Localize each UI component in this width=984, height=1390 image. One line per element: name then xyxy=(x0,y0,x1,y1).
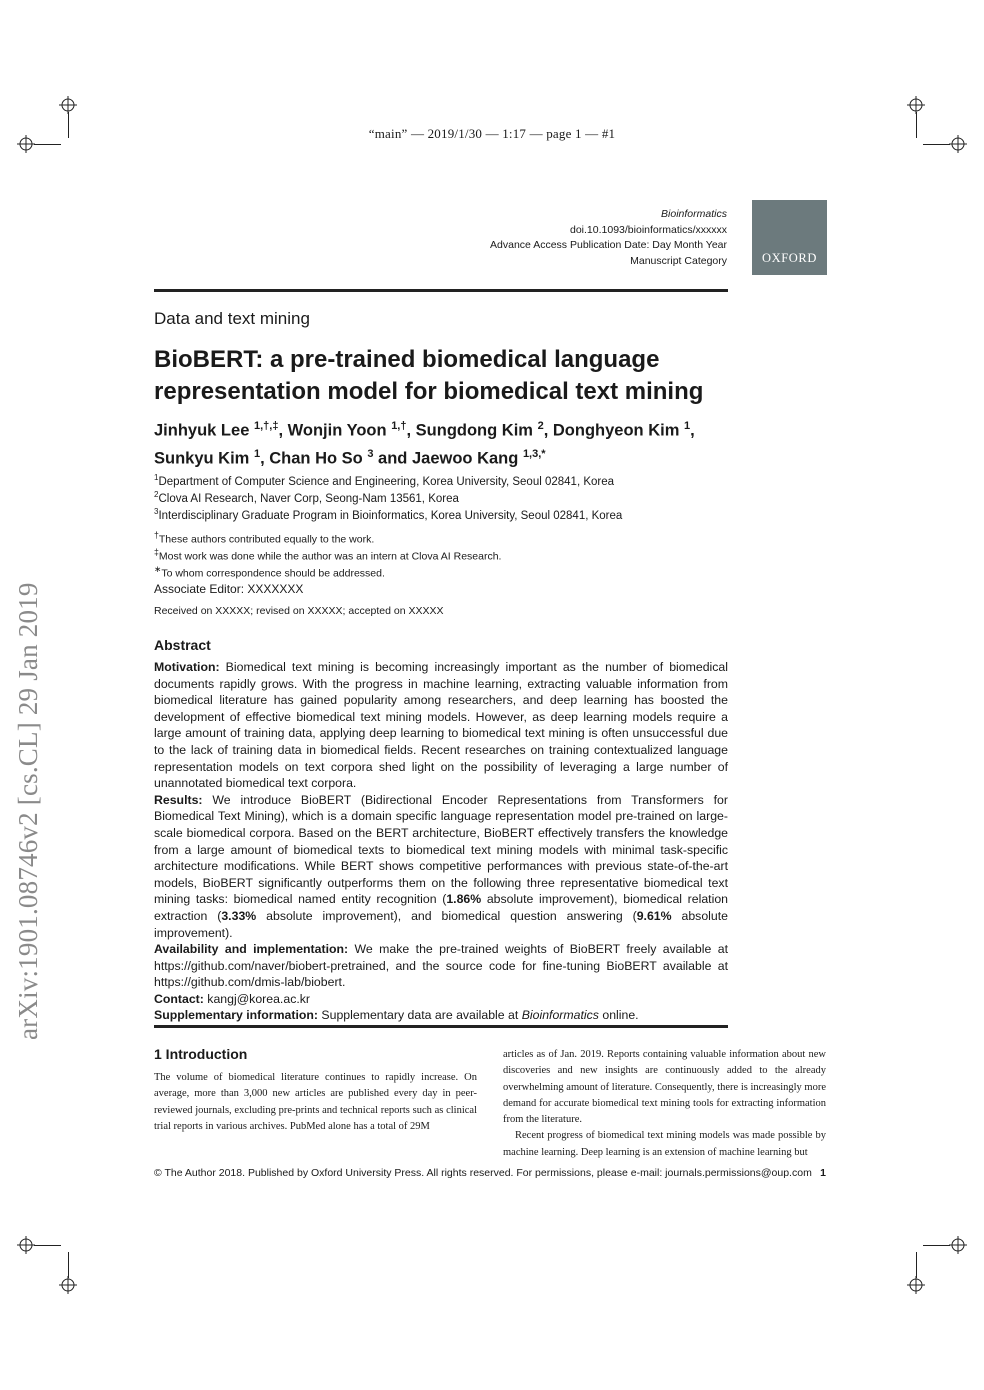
author: Chan Ho So xyxy=(269,449,363,467)
footnote xyxy=(154,564,385,580)
footnote-symbol: † xyxy=(154,530,159,540)
access-date: Advance Access Publication Date: Day Month Year xyxy=(490,239,727,251)
abstract-availability xyxy=(154,941,728,991)
paper-title: BioBERT: a pre-trained biomedical language representation model for biomedical text mining xyxy=(154,346,704,405)
author-sup: 2 xyxy=(537,420,544,432)
running-header: “main” — 2019/1/30 — 1:17 — page 1 — #1 xyxy=(368,126,616,141)
author: Sungdong Kim xyxy=(415,421,533,440)
results-label: Results: xyxy=(154,792,203,807)
author: Jaewoo Kang xyxy=(411,449,519,467)
footnote-symbol: ‡ xyxy=(154,547,159,557)
abstract-rule xyxy=(154,1025,728,1028)
abstract-body xyxy=(154,659,728,1024)
footnote-text: These authors contributed equally to the work. xyxy=(158,533,375,546)
top-rule xyxy=(154,289,728,292)
contact-email[interactable]: kangj@korea.ac.kr xyxy=(207,991,311,1006)
journal-name: Bioinformatics xyxy=(661,208,727,220)
affiliation-sup: 1 xyxy=(154,473,159,482)
results-value: 1.86% xyxy=(446,892,482,907)
abstract-supplementary xyxy=(154,1007,728,1024)
supplementary-text: online. xyxy=(598,1008,639,1023)
affiliation xyxy=(154,488,459,506)
footnote-text: To whom correspondence should be addressed. xyxy=(161,567,385,580)
affiliation-sup: 2 xyxy=(154,490,159,499)
author-sup: 1 xyxy=(253,447,261,460)
author-list: Jinhyuk Lee $^{1,\dagger,\ddagger}$, Wonjin Yoon $^{1,\dagger}$, Sungdong Kim $^2$, Donghyeon Kim $^1$, Sunkyu Kim $^1$, Chan Ho So $^3$ and Jaewoo Kang $^{1,3,*}$ xyxy=(154,420,695,467)
abstract-heading: Abstract xyxy=(154,637,211,653)
author: Jinhyuk Lee xyxy=(154,421,250,440)
supplementary-journal: Bioinformatics xyxy=(521,1008,599,1023)
author-sup: 3 xyxy=(367,447,374,460)
abstract-results xyxy=(154,792,728,941)
registration-mark xyxy=(907,1276,925,1294)
results-text: We introduce BioBERT (Bidirectional Encoder Representations from Transformers for Biomedical Text Mining), which is a domain specific language representation model pre-trained on large-scale biomedical corpora. Based on the BERT architecture, BioBERT effectively transfers the knowledge from a large amount of biomedical texts to biomedical text mining models with minimal task-specific architecture modifications. While BERT shows competitive performances with previous state-of-the-art models, BioBERT significantly outperforms them on the following three representative biomedical text mining tasks: biomedical named entity recognition ( xyxy=(154,792,728,907)
registration-mark xyxy=(949,1236,967,1254)
registration-mark xyxy=(17,1236,35,1254)
intro-right-column xyxy=(503,1047,826,1161)
affiliation-text: Interdisciplinary Graduate Program in Bioinformatics, Korea University, Seoul 02841, Korea xyxy=(158,509,623,522)
page-footer xyxy=(154,1167,826,1179)
affiliation-sup: 3 xyxy=(154,507,159,516)
author: Donghyeon Kim xyxy=(552,421,680,440)
arxiv-stamp: arXiv:1901.08746v2 [cs.CL] 29 Jan 2019 xyxy=(13,582,43,1040)
intro-left-column xyxy=(154,1070,477,1135)
manuscript-category: Manuscript Category xyxy=(630,254,727,267)
abstract-motivation xyxy=(154,659,728,792)
motivation-text: Biomedical text mining is becoming increasingly important as the number of biomedical documents rapidly grows. With the progress in machine learning, extracting valuable information from biomedical literature has gained popularity among researchers, and deep learning has boosted the development of effective biomedical text mining models. However, as deep learning models require a large amount of training data, applying deep learning to biomedical text mining is often unsuccessful due to the lack of training data in biomedical fields. Recent researches on training contextualized language representation models on text corpora shed light on the possibility of leveraging a large number of unannotated biomedical text corpora. xyxy=(154,660,728,791)
abstract-contact xyxy=(154,991,728,1008)
supplementary-label: Supplementary information: xyxy=(154,1008,318,1023)
author: Sunkyu Kim xyxy=(154,449,250,467)
footnote xyxy=(154,547,501,563)
contact-label: Contact: xyxy=(154,991,204,1006)
motivation-label: Motivation: xyxy=(154,660,220,674)
registration-mark xyxy=(59,1276,77,1294)
availability-text[interactable]: We make the pre-trained weights of BioBERT freely available at https://github.com/naver/biobert-pretrained, and the source code for fine-tuning BioBERT available at https://github.com/dmis-lab/biobert. xyxy=(154,942,729,990)
intro-paragraph: articles as of Jan. 2019. Reports containing valuable information about new discoveries and new insights are continuously added to the already overwhelming amount of literature. Consequently, there is increasingly more demand for accurate biomedical text mining tools for extracting information from the literature. xyxy=(503,1049,826,1126)
results-value: 3.33% xyxy=(221,908,257,923)
results-text: absolute improvement), and biomedical question answering ( xyxy=(256,908,637,923)
author-sup: 1 xyxy=(683,420,691,432)
intro-paragraph: Recent progress of biomedical text mining models was made possible by machine learning. Deep learning is an extension of machine learning but xyxy=(503,1130,826,1158)
author: Wonjin Yoon xyxy=(287,421,387,440)
affiliation-text: Clova AI Research, Naver Corp, Seong-Nam 13561, Korea xyxy=(158,492,459,505)
received-dates: Received on XXXXX; revised on XXXXX; accepted on XXXXX xyxy=(154,605,444,617)
copyright: © The Author 2018. Published by Oxford University Press. All rights reserved. For permissions, please e-mail: journals.permissions@oup.com xyxy=(154,1167,812,1179)
supplementary-text: Supplementary data are available at xyxy=(321,1008,522,1023)
journal-meta xyxy=(490,207,727,269)
affiliation-text: Department of Computer Science and Engineering, Korea University, Seoul 02841, Korea xyxy=(158,475,615,488)
page-number: 1 xyxy=(820,1167,826,1179)
oxford-logo-text: OXFORD xyxy=(762,251,817,265)
results-text: absolute improvement). xyxy=(154,908,728,940)
results-value: 9.61% xyxy=(636,908,672,923)
affiliation xyxy=(154,471,614,489)
results-text: absolute improvement), biomedical relation extraction ( xyxy=(154,892,728,923)
doi: doi.10.1093/bioinformatics/xxxxxx xyxy=(570,223,727,236)
intro-paragraph: The volume of biomedical literature continues to rapidly increase. On average, more than 3,000 new articles are published every day in peer-reviewed journals, excluding pre-prints and technical reports such as clinical trial reports in various archives. PubMed alone has a total of 29M xyxy=(154,1072,477,1132)
affiliation xyxy=(154,505,622,523)
author-sup: 1,3,* xyxy=(522,447,546,460)
section-label: Data and text mining xyxy=(154,309,310,328)
availability-label: Availability and implementation: xyxy=(154,942,349,957)
oxford-logo xyxy=(752,200,827,275)
footnote-text: Most work was done while the author was an intern at Clova AI Research. xyxy=(158,550,502,563)
author-sup: 1,†,‡ xyxy=(253,420,279,432)
author-sup: 1,† xyxy=(391,420,407,432)
intro-heading: 1 Introduction xyxy=(154,1046,248,1062)
footnote-symbol: ∗ xyxy=(154,564,162,574)
footnote xyxy=(154,530,374,546)
associate-editor: Associate Editor: XXXXXXX xyxy=(154,582,304,596)
